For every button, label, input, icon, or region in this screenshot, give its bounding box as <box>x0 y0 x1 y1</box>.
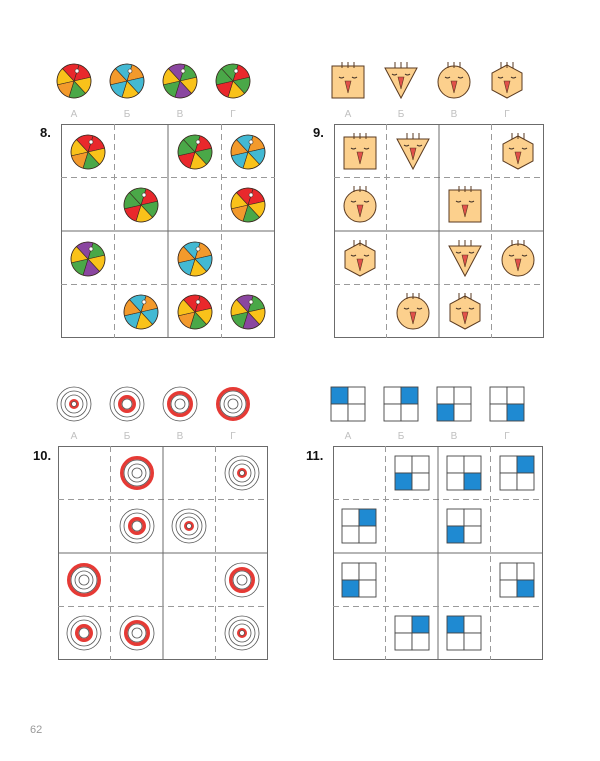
cell-figure <box>340 184 380 224</box>
cell-figure <box>228 131 268 171</box>
grid-cell[interactable] <box>333 553 386 607</box>
grid-cell[interactable] <box>386 553 439 607</box>
hexagon-face-icon <box>498 131 538 171</box>
grid-cell[interactable] <box>115 124 169 178</box>
grid-cell[interactable] <box>387 231 440 285</box>
grid-cell[interactable] <box>216 607 269 661</box>
ball-a-icon <box>228 184 268 224</box>
triangle-face-icon <box>393 131 433 171</box>
quad-top-right-icon <box>392 613 432 653</box>
cell-figure <box>444 453 484 493</box>
legend-item <box>328 384 368 424</box>
quad-top-right-icon <box>381 384 421 424</box>
grid-cell[interactable] <box>61 124 115 178</box>
puzzle-number: 8. <box>40 125 51 140</box>
legend-item <box>434 384 474 424</box>
grid-cell[interactable] <box>387 124 440 178</box>
cell-figure <box>392 613 432 653</box>
grid-cell[interactable] <box>334 285 387 339</box>
cell-figure <box>169 506 209 546</box>
cell-figure <box>497 453 537 493</box>
cell-figure <box>121 184 161 224</box>
grid-cell[interactable] <box>216 446 269 500</box>
grid-cell[interactable] <box>386 446 439 500</box>
quad-bottom-left-icon <box>444 506 484 546</box>
grid-cell[interactable] <box>387 178 440 232</box>
legend-item <box>487 60 527 100</box>
puzzle-grid <box>58 446 268 660</box>
grid-cell[interactable] <box>111 607 164 661</box>
grid-cell[interactable] <box>491 500 544 554</box>
quad-top-right-icon <box>339 506 379 546</box>
circle-face-icon <box>393 291 433 331</box>
target-a-icon <box>222 613 262 653</box>
puzzle-number: 10. <box>33 448 52 463</box>
legend-item <box>54 60 94 100</box>
cell-figure <box>117 613 157 653</box>
grid-cell[interactable] <box>115 231 169 285</box>
cell-figure <box>228 291 268 331</box>
grid-cell[interactable] <box>168 285 222 339</box>
ball-d-icon <box>213 60 253 100</box>
cell-figure <box>64 613 104 653</box>
cell-figure <box>498 131 538 171</box>
ball-c-icon <box>228 291 268 331</box>
cell-figure <box>445 291 485 331</box>
grid-cell[interactable] <box>111 446 164 500</box>
legend-item <box>487 384 527 424</box>
cell-figure <box>340 238 380 278</box>
grid-cell[interactable] <box>61 231 115 285</box>
legend-letter: Г <box>504 431 510 442</box>
target-c-icon <box>222 560 262 600</box>
legend-item <box>328 60 368 100</box>
ball-c-icon <box>68 238 108 278</box>
puzzle-number: 9. <box>313 125 324 140</box>
target-c-icon <box>160 384 200 424</box>
grid-cell[interactable] <box>58 553 111 607</box>
cell-figure <box>228 184 268 224</box>
cell-figure <box>393 291 433 331</box>
puzzle-grid <box>333 446 543 660</box>
legend-letter: А <box>70 431 78 442</box>
legend-item <box>213 384 253 424</box>
grid-cell[interactable] <box>491 446 544 500</box>
cell-figure <box>339 506 379 546</box>
grid-cell[interactable] <box>168 231 222 285</box>
cell-figure <box>444 613 484 653</box>
target-a-icon <box>222 453 262 493</box>
grid-cell[interactable] <box>111 553 164 607</box>
grid-cell[interactable] <box>334 231 387 285</box>
legend-item <box>107 384 147 424</box>
puzzle-grid <box>334 124 544 338</box>
grid-cell[interactable] <box>386 607 439 661</box>
circle-face-icon <box>434 60 474 100</box>
legend-letter: Б <box>397 109 405 120</box>
grid-cell[interactable] <box>333 500 386 554</box>
cell-figure <box>117 506 157 546</box>
grid-cell[interactable] <box>58 446 111 500</box>
grid-cell[interactable] <box>438 607 491 661</box>
grid-cell[interactable] <box>333 607 386 661</box>
cell-figure <box>445 238 485 278</box>
legend-letter: Б <box>123 431 131 442</box>
grid-cell[interactable] <box>492 231 545 285</box>
target-b-icon <box>107 384 147 424</box>
ball-b-icon <box>228 131 268 171</box>
cell-figure <box>175 131 215 171</box>
legend-letter: А <box>344 109 352 120</box>
cell-figure <box>498 238 538 278</box>
ball-a-icon <box>175 291 215 331</box>
ball-b-icon <box>175 238 215 278</box>
quad-bottom-right-icon <box>487 384 527 424</box>
cell-figure <box>121 291 161 331</box>
legend-letter: Г <box>230 431 236 442</box>
grid-cell[interactable] <box>163 446 216 500</box>
grid-cell[interactable] <box>439 178 492 232</box>
legend-item <box>107 60 147 100</box>
grid-cell[interactable] <box>492 285 545 339</box>
quad-bottom-right-icon <box>497 560 537 600</box>
grid-cell[interactable] <box>492 178 545 232</box>
page-number: 62 <box>30 724 43 736</box>
grid-cell[interactable] <box>163 500 216 554</box>
quad-bottom-left-icon <box>392 453 432 493</box>
legend-letter: В <box>176 431 184 442</box>
target-c-icon <box>117 613 157 653</box>
grid-cell[interactable] <box>386 500 439 554</box>
ball-a-icon <box>54 60 94 100</box>
legend-letter: Г <box>504 109 510 120</box>
quad-top-left-icon <box>444 613 484 653</box>
cell-figure <box>392 453 432 493</box>
grid-cell[interactable] <box>438 553 491 607</box>
quad-bottom-right-icon <box>444 453 484 493</box>
quad-top-left-icon <box>328 384 368 424</box>
grid-cell[interactable] <box>168 124 222 178</box>
target-d-icon <box>64 560 104 600</box>
grid-cell[interactable] <box>163 607 216 661</box>
target-d-icon <box>213 384 253 424</box>
legend-item <box>381 60 421 100</box>
cell-figure <box>68 238 108 278</box>
square-face-icon <box>340 131 380 171</box>
legend-item <box>213 60 253 100</box>
ball-a-icon <box>68 131 108 171</box>
cell-figure <box>175 291 215 331</box>
legend-letter: Б <box>123 109 131 120</box>
grid-cell[interactable] <box>222 178 276 232</box>
grid-cell[interactable] <box>491 553 544 607</box>
grid-cell[interactable] <box>439 231 492 285</box>
cell-figure <box>68 131 108 171</box>
target-a-icon <box>54 384 94 424</box>
legend-item <box>381 384 421 424</box>
circle-face-icon <box>498 238 538 278</box>
hexagon-face-icon <box>445 291 485 331</box>
cell-figure <box>393 131 433 171</box>
cell-figure <box>340 131 380 171</box>
cell-figure <box>444 506 484 546</box>
grid-cell[interactable] <box>216 500 269 554</box>
cell-figure <box>222 613 262 653</box>
target-d-icon <box>117 453 157 493</box>
legend-item <box>160 384 200 424</box>
legend-letter: А <box>70 109 78 120</box>
grid-cell[interactable] <box>61 178 115 232</box>
grid-cell[interactable] <box>58 500 111 554</box>
grid-cell[interactable] <box>439 124 492 178</box>
circle-face-icon <box>340 184 380 224</box>
grid-cell[interactable] <box>111 500 164 554</box>
ball-b-icon <box>121 291 161 331</box>
cell-figure <box>222 453 262 493</box>
grid-cell[interactable] <box>61 285 115 339</box>
triangle-face-icon <box>445 238 485 278</box>
hexagon-face-icon <box>487 60 527 100</box>
cell-figure <box>497 560 537 600</box>
target-b-icon <box>117 506 157 546</box>
grid-cell[interactable] <box>387 285 440 339</box>
grid-cell[interactable] <box>333 446 386 500</box>
grid-cell[interactable] <box>222 285 276 339</box>
legend-item <box>54 384 94 424</box>
grid-cell[interactable] <box>492 124 545 178</box>
grid-cell[interactable] <box>216 553 269 607</box>
ball-d-icon <box>121 184 161 224</box>
legend-letter: Б <box>397 431 405 442</box>
quad-top-right-icon <box>497 453 537 493</box>
ball-c-icon <box>160 60 200 100</box>
square-face-icon <box>445 184 485 224</box>
ball-d-icon <box>175 131 215 171</box>
legend-item <box>434 60 474 100</box>
grid-cell[interactable] <box>58 607 111 661</box>
legend-letter: А <box>344 431 352 442</box>
legend-letter: В <box>176 109 184 120</box>
grid-cell[interactable] <box>222 124 276 178</box>
grid-cell[interactable] <box>334 178 387 232</box>
grid-cell[interactable] <box>491 607 544 661</box>
grid-cell[interactable] <box>168 178 222 232</box>
quad-bottom-left-icon <box>339 560 379 600</box>
cell-figure <box>339 560 379 600</box>
grid-cell[interactable] <box>334 124 387 178</box>
grid-cell[interactable] <box>163 553 216 607</box>
cell-figure <box>64 560 104 600</box>
grid-cell[interactable] <box>438 500 491 554</box>
legend-letter: Г <box>230 109 236 120</box>
legend-item <box>160 60 200 100</box>
target-b-icon <box>64 613 104 653</box>
grid-cell[interactable] <box>115 285 169 339</box>
legend-letter: В <box>450 109 458 120</box>
puzzle-number: 11. <box>306 448 324 463</box>
grid-cell[interactable] <box>439 285 492 339</box>
cell-figure <box>222 560 262 600</box>
target-a-icon <box>169 506 209 546</box>
triangle-face-icon <box>381 60 421 100</box>
puzzle-grid <box>61 124 275 338</box>
hexagon-face-icon <box>340 238 380 278</box>
cell-figure <box>445 184 485 224</box>
quad-bottom-left-icon <box>434 384 474 424</box>
grid-cell[interactable] <box>115 178 169 232</box>
square-face-icon <box>328 60 368 100</box>
cell-figure <box>117 453 157 493</box>
legend-letter: В <box>450 431 458 442</box>
ball-b-icon <box>107 60 147 100</box>
grid-cell[interactable] <box>438 446 491 500</box>
cell-figure <box>175 238 215 278</box>
grid-cell[interactable] <box>222 231 276 285</box>
